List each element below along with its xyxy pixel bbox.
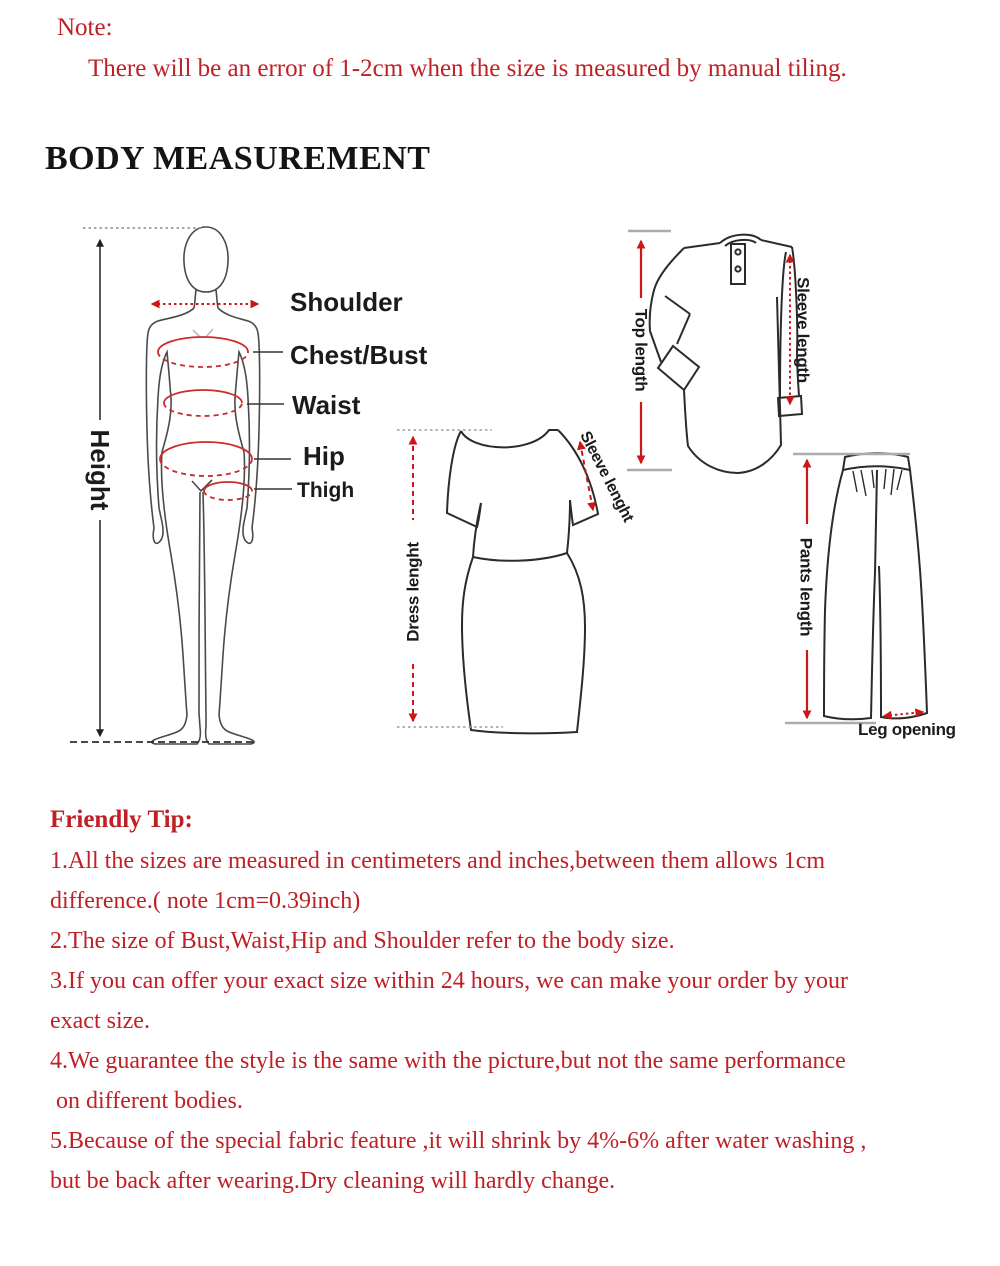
shirt-left-fold-lines [665,296,690,344]
tip-line: on different bodies. [50,1088,243,1114]
dress-sleeve-length-label: Sleeve lenght [576,428,637,525]
dress-left-sleeve [447,431,481,527]
shirt-sleeve-length-label: Sleeve length [793,277,813,383]
tip-line: but be back after wearing.Dry cleaning will hardly change. [50,1168,616,1194]
thigh-label: Thigh [297,479,355,502]
tips-title: Friendly Tip: [50,806,193,833]
pants-waistband [843,453,910,470]
top-figure [650,235,802,473]
pants-figure [824,453,927,719]
body-clavicle-ticks [193,329,213,337]
tip-line: 2.The size of Bust,Waist,Hip and Shoulder refer to the body size. [50,928,675,954]
chest-ellipse [158,352,248,367]
thigh-ellipse [204,491,252,500]
leg-opening-label: Leg opening [858,720,956,739]
waist-label: Waist [292,390,361,420]
body-head [184,227,228,292]
section-heading: BODY MEASUREMENT [45,140,431,177]
top-length-label: Top length [631,308,651,392]
dress-figure [447,430,598,733]
chest-label: Chest/Bust [290,340,428,370]
waist-ellipse [164,403,242,416]
body-left-side [146,308,200,744]
shirt-body [684,297,781,473]
shirt-left-cuff [658,346,699,390]
pants-left-leg [824,470,877,719]
height-label: Height [85,429,115,511]
shirt-button-bottom [735,266,740,271]
hip-ellipse [160,459,252,476]
shirt-button-top [735,249,740,254]
body-right-side [203,308,260,744]
dress-body [462,500,585,733]
tip-line: 3.If you can offer your exact size within 24 hours, we can make your order by your [50,968,848,994]
tip-line: 1.All the sizes are measured in centimeters and inches,between them allows 1cm [50,848,826,874]
note-title: Note: [57,14,113,41]
shoulder-label: Shoulder [290,287,403,317]
tip-line: difference.( note 1cm=0.39inch) [50,888,361,914]
note-body: There will be an error of 1-2cm when the size is measured by manual tiling. [88,55,847,82]
dress-waist-seam [473,553,567,561]
tip-line: exact size. [50,1008,150,1034]
body-measure-ellipses [158,337,252,500]
pants-length-label: Pants length [796,537,816,637]
tip-line: 5.Because of the special fabric feature ,it will shrink by 4%-6% after water washing , [50,1128,867,1154]
dress-neckline [461,430,558,447]
pants-right-leg [879,470,927,718]
hip-label: Hip [303,441,345,471]
top-dimension-lines [627,231,790,470]
dress-length-label: Dress lenght [403,542,423,642]
tip-line: 4.We guarantee the style is the same with the picture,but not the same performance [50,1048,846,1074]
dress-dimension-lines [397,430,593,727]
